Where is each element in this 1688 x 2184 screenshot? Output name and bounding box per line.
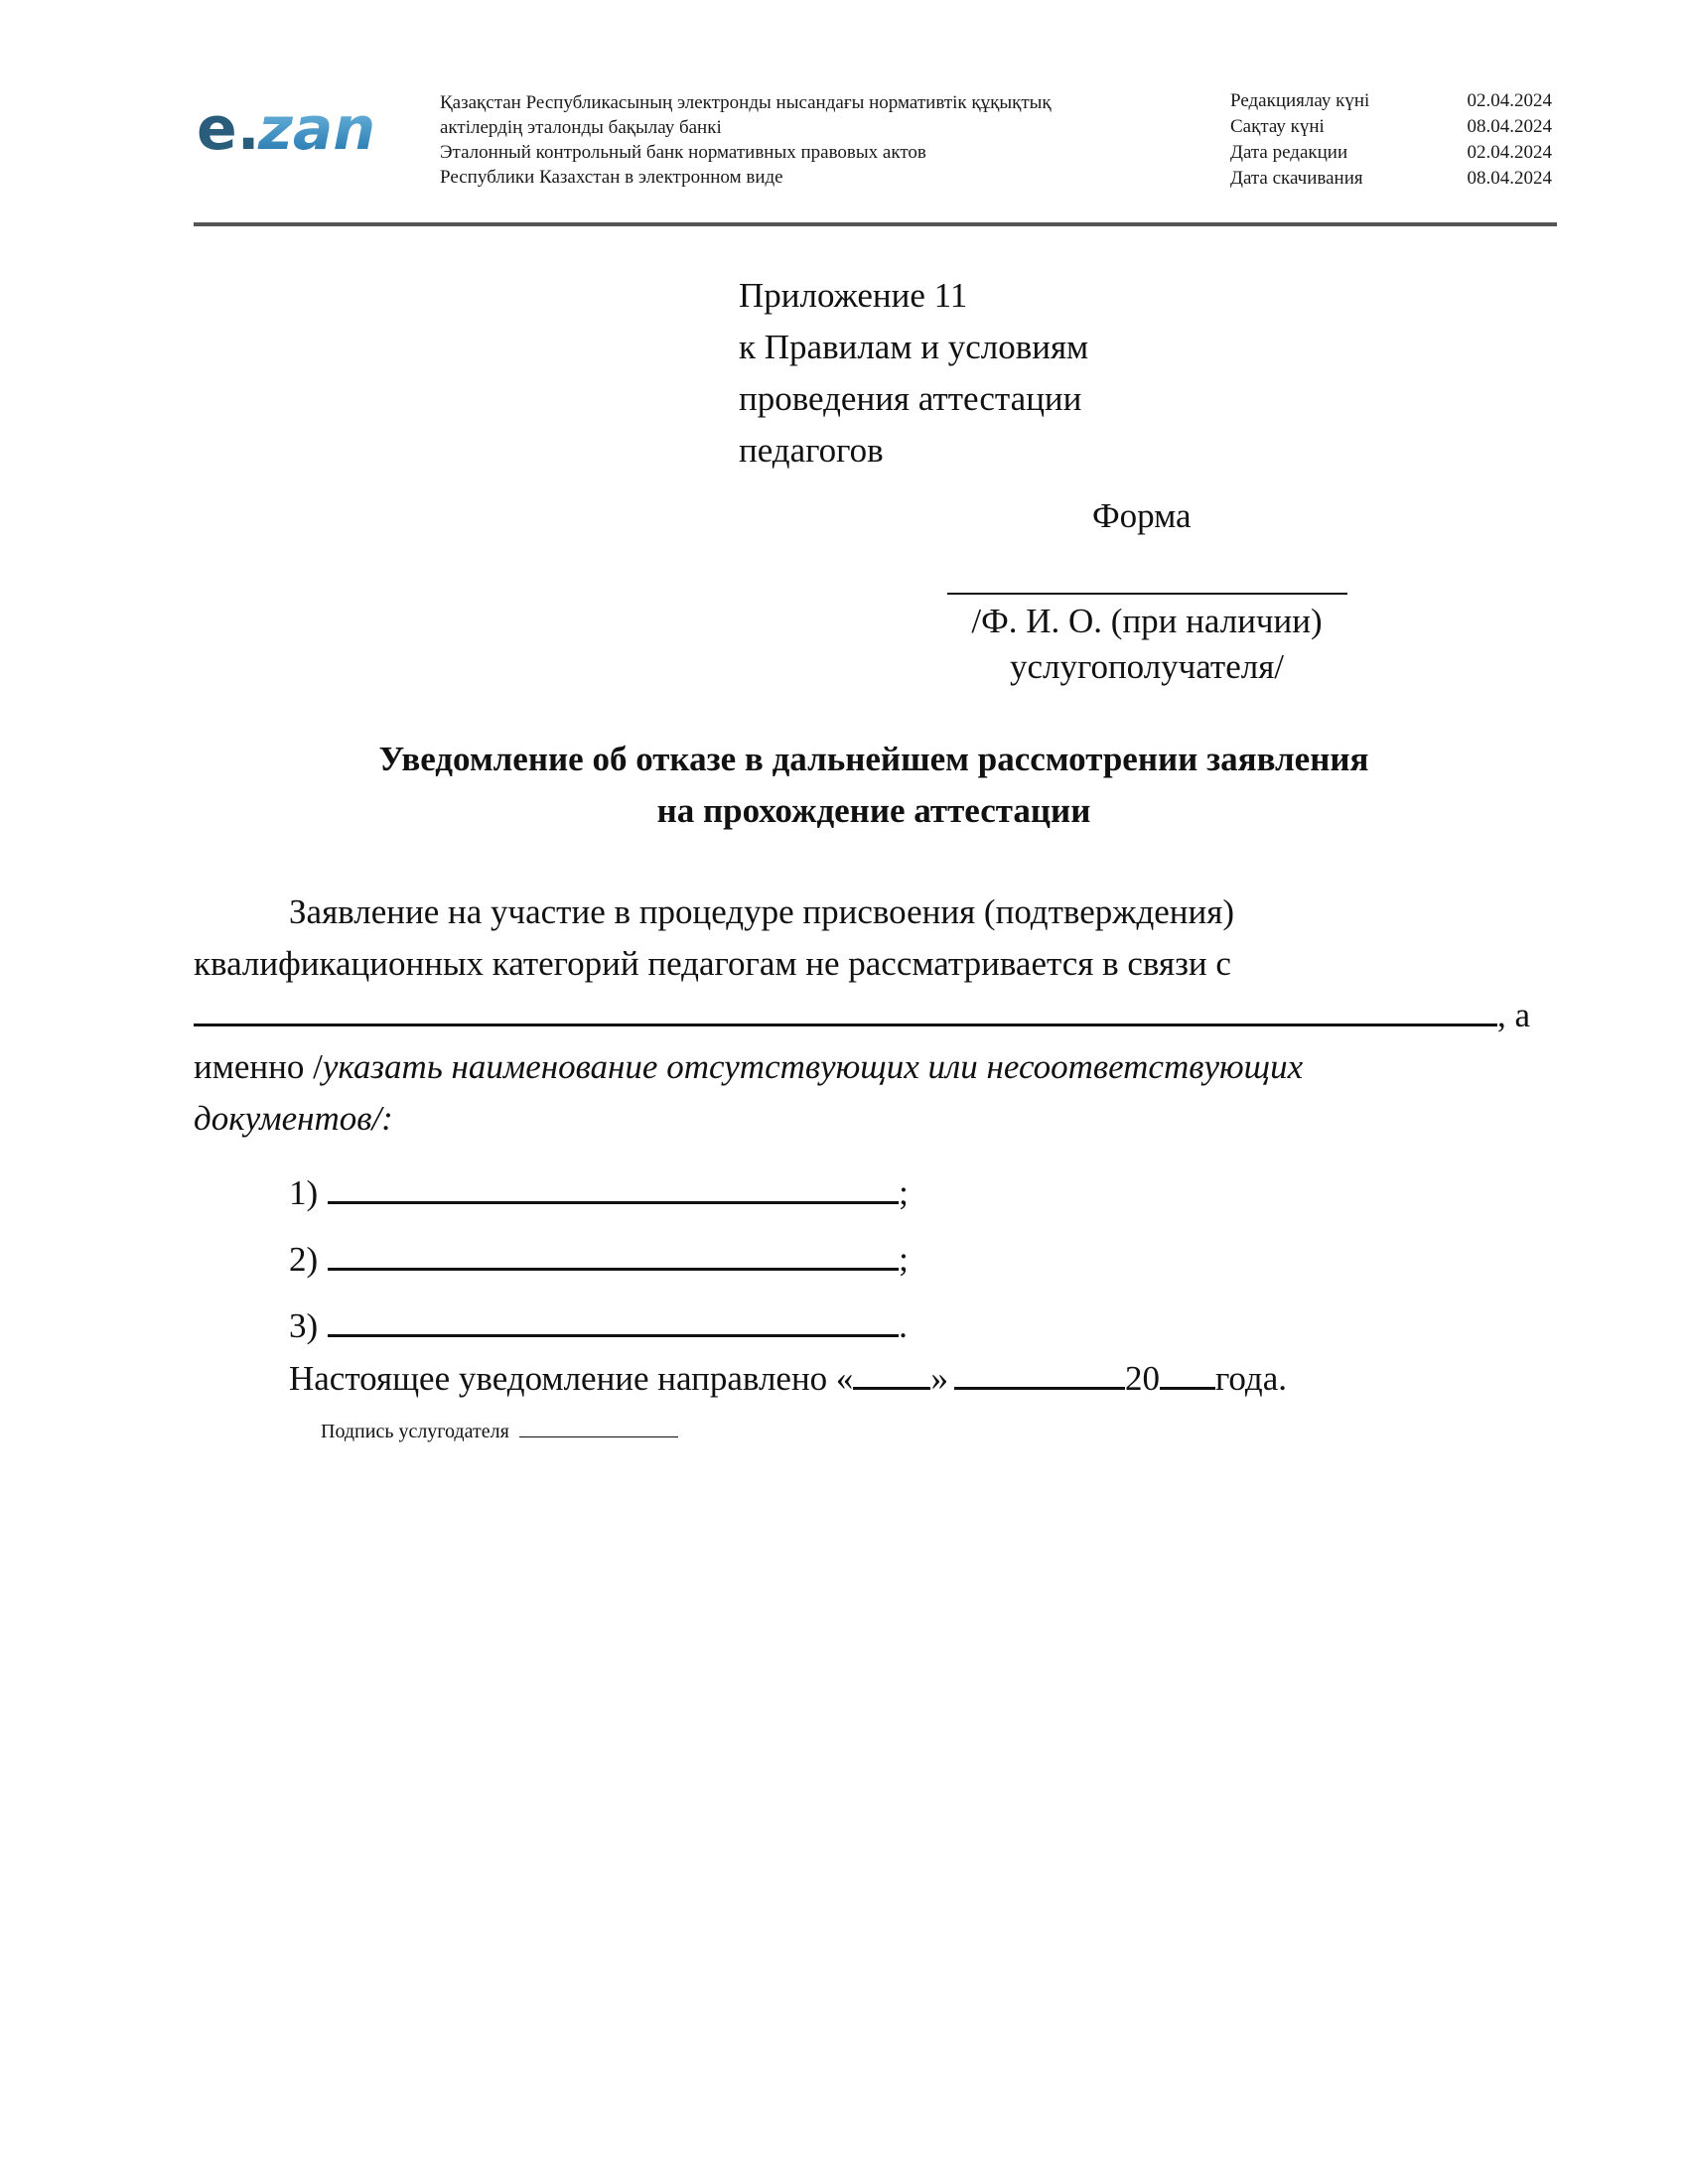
header-description-line: Республики Казахстан в электронном виде (440, 167, 783, 188)
month-blank (954, 1359, 1125, 1390)
year-prefix: 20 (1124, 1359, 1160, 1398)
header-date-row (1230, 88, 1552, 114)
date-label: Сақтау күні (1230, 116, 1325, 137)
date-value: 02.04.2024 (1467, 90, 1552, 111)
date-label: Дата скачивания (1230, 168, 1363, 189)
header-description-line: Қазақстан Республикасының электронды нысандағы нормативтік құқықтық (440, 92, 1052, 113)
header-dates (1230, 88, 1552, 192)
signature-label: Подпись услугодателя (321, 1421, 509, 1442)
list-item-end: ; (899, 1173, 909, 1212)
date-label: Дата редакции (1230, 142, 1348, 163)
date-label: Редакциялау күні (1230, 90, 1370, 111)
notice-text: Настоящее уведомление направлено « (289, 1359, 854, 1398)
header-divider (194, 222, 1557, 226)
year-suffix: года. (1214, 1359, 1288, 1398)
header-description-line: Эталонный контрольный банк нормативных правовых актов (440, 142, 926, 163)
list-item (289, 1226, 909, 1293)
list-item-number: 1) (289, 1173, 319, 1212)
recipient-name-blank (947, 593, 1347, 595)
appendix-reference (739, 270, 1088, 477)
document-title (194, 734, 1554, 837)
recipient-caption-line: услугополучателя/ (1009, 647, 1285, 686)
recipient-caption (894, 599, 1400, 690)
list-item (289, 1293, 909, 1359)
recipient-caption-line: /Ф. И. О. (при наличии) (971, 602, 1323, 640)
header-date-row (1230, 114, 1552, 140)
notice-quote: » (930, 1359, 948, 1398)
header-date-row (1230, 166, 1552, 192)
body-italic-text: указать наименование отсутствующих или несоответствующих (322, 1047, 1304, 1086)
list-item-number: 2) (289, 1240, 319, 1279)
body-line-reason (194, 990, 1564, 1041)
body-line: Заявление на участие в процедуре присвоения (подтверждения) (289, 892, 1235, 931)
list-item (289, 1160, 909, 1226)
list-item-blank (328, 1240, 899, 1271)
day-blank (853, 1359, 930, 1390)
appendix-line: к Правилам и условиям (739, 328, 1089, 366)
svg-text:zan: zan (258, 94, 376, 164)
appendix-line: педагогов (739, 431, 884, 470)
header-description (440, 90, 1195, 190)
list-item-end: . (899, 1306, 908, 1345)
body-paragraph (194, 887, 1564, 1145)
notice-date-line (289, 1359, 1287, 1399)
list-item-blank (328, 1306, 899, 1337)
title-line: на прохождение аттестации (656, 791, 1091, 830)
body-text: именно / (194, 1047, 323, 1086)
title-line: Уведомление об отказе в дальнейшем рассмотрении заявления (378, 740, 1369, 778)
list-item-blank (328, 1173, 899, 1204)
reason-blank (194, 996, 1497, 1026)
signature-blank (519, 1423, 678, 1437)
document-list (289, 1160, 909, 1359)
year-blank (1160, 1359, 1215, 1390)
date-value: 02.04.2024 (1467, 142, 1552, 163)
header-date-row (1230, 140, 1552, 166)
list-item-end: ; (899, 1240, 909, 1279)
date-value: 08.04.2024 (1467, 116, 1552, 137)
header-description-line: актілердің эталонды бақылау банкі (440, 117, 722, 138)
svg-text:e.: e. (197, 94, 260, 164)
body-line (194, 1041, 1564, 1093)
list-item-number: 3) (289, 1306, 319, 1345)
signature-line (321, 1421, 678, 1443)
body-line: квалификационных категорий педагогам не рассматривается в связи с (194, 944, 1231, 983)
form-label: Форма (1092, 496, 1192, 535)
date-value: 08.04.2024 (1467, 168, 1552, 189)
body-suffix: , а (1497, 996, 1531, 1034)
appendix-line: проведения аттестации (739, 379, 1082, 418)
appendix-line: Приложение 11 (739, 276, 968, 315)
body-italic-line: документов/: (194, 1099, 393, 1138)
ezan-logo (195, 91, 393, 171)
